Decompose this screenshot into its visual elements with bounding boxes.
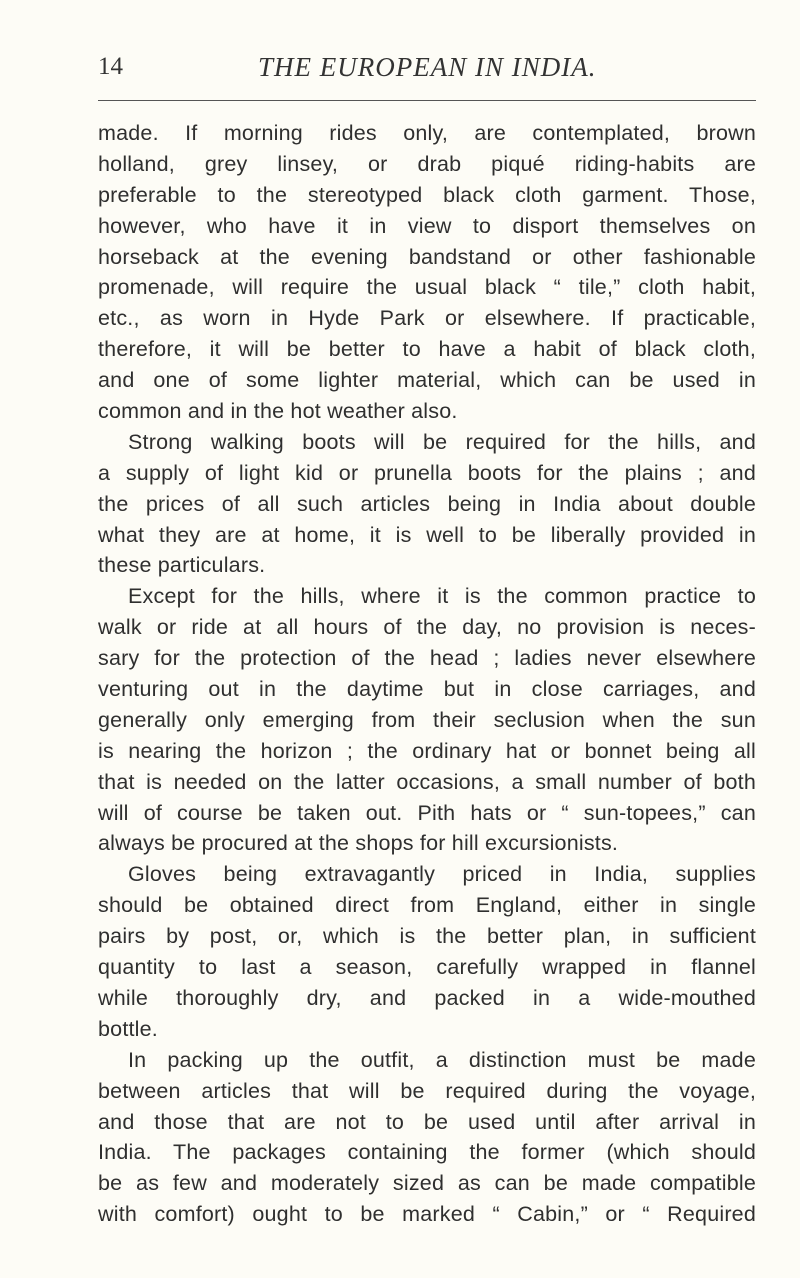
text-line: will of course be taken out. Pith hats or “ sun-topees,” can — [98, 800, 756, 825]
text-line: promenade, will require the usual black “ tile,” cloth habit, — [98, 275, 756, 300]
text-line: should be obtained direct from England, either in single — [98, 893, 756, 918]
text-line: horseback at the evening bandstand or other fashionable — [98, 244, 756, 269]
page-number: 14 — [98, 53, 123, 80]
paragraph — [98, 427, 756, 581]
text-line: quantity to last a season, carefully wrapped in flannel — [98, 955, 756, 980]
text-line: these particulars. — [98, 553, 266, 578]
paragraph — [98, 118, 756, 427]
text-line: always be procured at the shops for hill excursionists. — [98, 831, 619, 856]
text-line: bottle. — [98, 1016, 158, 1041]
text-line: common and in the hot weather also. — [98, 399, 458, 424]
text-line: is nearing the horizon ; the ordinary hat or bonnet being all — [98, 738, 756, 763]
text-line: etc., as worn in Hyde Park or elsewhere. If practicable, — [98, 306, 756, 331]
text-line: therefore, it will be better to have a habit of black cloth, — [98, 337, 756, 362]
text-line: pairs by post, or, which is the better plan, in sufficient — [98, 924, 756, 949]
text-line: Strong walking boots will be required for the hills, and — [128, 429, 756, 454]
body-text — [98, 118, 756, 1230]
running-title: THE EUROPEAN IN INDIA. — [258, 52, 597, 82]
text-line: be as few and moderately sized as can be made compatible — [98, 1171, 756, 1196]
text-line: the prices of all such articles being in India about double — [98, 491, 756, 516]
text-line: what they are at home, it is well to be liberally provided in — [98, 522, 756, 547]
text-line: a supply of light kid or prunella boots for the plains ; and — [98, 460, 756, 485]
text-line: and those that are not to be used until after arrival in — [98, 1109, 756, 1134]
text-line: venturing out in the daytime but in close carriages, and — [98, 677, 756, 702]
text-line: made. If morning rides only, are contemplated, brown — [98, 121, 756, 145]
text-line: walk or ride at all hours of the day, no provision is neces- — [98, 615, 756, 640]
text-line: however, who have it in view to disport themselves on — [98, 213, 756, 238]
paragraph — [98, 859, 756, 1044]
page-header — [98, 52, 748, 90]
paragraph — [98, 581, 756, 859]
paragraph — [98, 1045, 756, 1230]
text-line: generally only emerging from their seclusion when the sun — [98, 707, 756, 732]
text-line: that is needed on the latter occasions, a small number of both — [98, 769, 756, 794]
text-line: while thoroughly dry, and packed in a wide-mouthed — [98, 985, 756, 1010]
text-line: preferable to the stereotyped black cloth garment. Those, — [98, 182, 756, 207]
text-line: between articles that will be required during the voyage, — [98, 1078, 756, 1103]
text-line: In packing up the outfit, a distinction must be made — [128, 1047, 756, 1072]
text-line: India. The packages containing the former (which should — [98, 1140, 756, 1165]
header-rule — [98, 100, 756, 101]
text-line: Gloves being extravagantly priced in India, supplies — [128, 862, 756, 887]
text-line: with comfort) ought to be marked “ Cabin,” or “ Required — [98, 1202, 756, 1227]
text-line: holland, grey linsey, or drab piqué riding-habits are — [98, 151, 756, 176]
text-line: sary for the protection of the head ; ladies never elsewhere — [98, 646, 756, 671]
text-line: Except for the hills, where it is the common practice to — [128, 584, 756, 609]
text-line: and one of some lighter material, which can be used in — [98, 368, 756, 393]
